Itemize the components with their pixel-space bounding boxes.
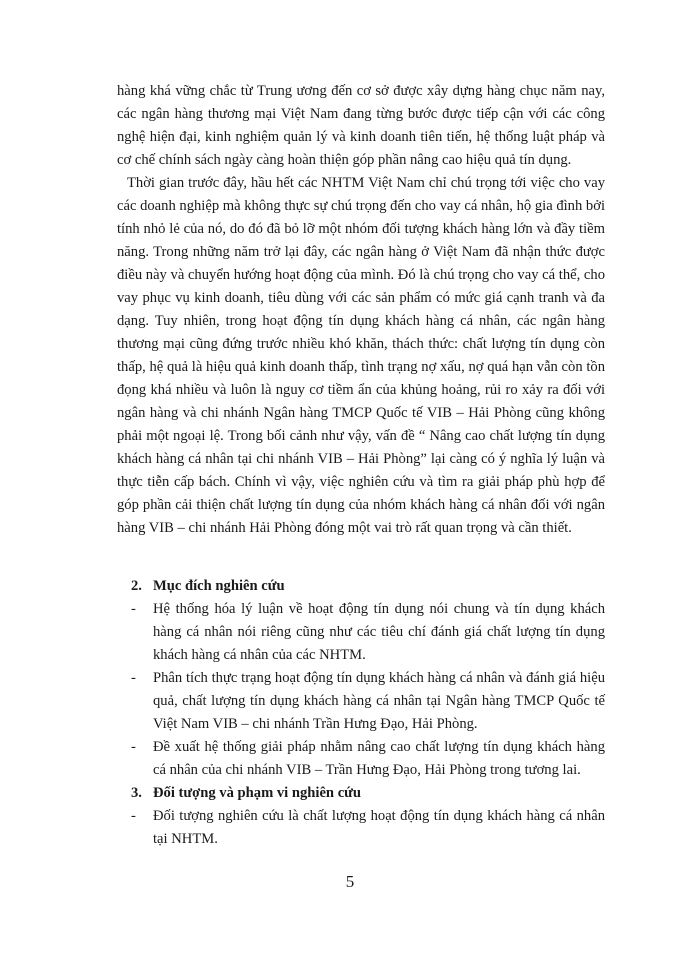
section-title: Mục đích nghiên cứu: [153, 578, 285, 594]
paragraph-continued: hàng khá vững chắc từ Trung ương đến cơ sở được xây dựng hàng chục năm nay, các ngân hàng thương mại Việt Nam đang từng bước được tiếp cận với các công nghệ hiện đại, kinh nghiệm quản lý và kinh doanh tiên tiến, hệ thống luật pháp và cơ chế chính sách ngày càng hoàn thiện góp phần nâng cao hiệu quả tín dụng.: [117, 83, 605, 168]
section-number: 3.: [131, 785, 142, 801]
list-item-text: Hệ thống hóa lý luận về hoạt động tín dụng nói chung và tín dụng khách hàng cá nhân nói riêng cũng như các tiêu chí đánh giá chất lượng tín dụng khách hàng cá nhân của các NHTM.: [153, 601, 605, 663]
bullet-marker: -: [131, 739, 136, 755]
paragraph-background: Thời gian trước đây, hầu hết các NHTM Việt Nam chỉ chú trọng tới việc cho vay các doanh nghiệp mà không thực sự chú trọng đến cho vay cá nhân, hộ gia đình bởi tính nhỏ lẻ của nó, do đó đã bỏ lỡ một nhóm đối tượng khách hàng lớn và đầy tiềm năng. Trong những năm trở lại đây, các ngân hàng ở Việt Nam đã nhận thức được điều này và chuyển hướng hoạt động của mình. Đó là chú trọng cho vay cá thể, cho vay phục vụ kinh doanh, tiêu dùng với các sản phẩm có mức giá cạnh tranh và đa dạng. Tuy nhiên, trong hoạt động tín dụng khách hàng cá nhân, các ngân hàng thương mại cũng đứng trước nhiều khó khăn, thách thức: chất lượng tín dụng còn thấp, hệ quả là hiệu quả kinh doanh thấp, tình trạng nợ xấu, nợ quá hạn vẫn còn tồn đọng khá nhiều và luôn là nguy cơ tiềm ẩn của khủng hoảng, rủi ro xảy ra đối với ngân hàng và chi nhánh Ngân hàng TMCP Quốc tế VIB – Hải Phòng cũng không phải một ngoại lệ. Trong bối cảnh như vậy, vấn đề “ Nâng cao chất lượng tín dụng khách hàng cá nhân tại chi nhánh VIB – Hải Phòng” lại càng có ý nghĩa lý luận và thực tiễn cấp bách. Chính vì vậy, việc nghiên cứu và tìm ra giải pháp phù hợp để góp phần cải thiện chất lượng tín dụng của nhóm khách hàng cá nhân đối với ngân hàng VIB – chi nhánh Hải Phòng đóng một vai trò rất quan trọng và cần thiết.: [117, 175, 605, 536]
bullet-marker: -: [131, 808, 136, 824]
section-heading-purpose: [117, 575, 605, 598]
list-item-text: Phân tích thực trạng hoạt động tín dụng khách hàng cá nhân và đánh giá hiệu quả, chất lượng tín dụng khách hàng cá nhân tại Ngân hàng TMCP Quốc tế Việt Nam VIB – chi nhánh Trần Hưng Đạo, Hải Phòng.: [153, 670, 605, 732]
bullet-marker: -: [131, 601, 136, 617]
section-heading-scope: [117, 782, 605, 805]
section-spacer: [117, 540, 605, 575]
document-body: [117, 80, 605, 851]
bullet-marker: -: [131, 670, 136, 686]
list-item-text: Đối tượng nghiên cứu là chất lượng hoạt động tín dụng khách hàng cá nhân tại NHTM.: [153, 808, 605, 847]
list-item: [117, 736, 605, 782]
list-item: [117, 805, 605, 851]
list-item-text: Đề xuất hệ thống giải pháp nhằm nâng cao chất lượng tín dụng khách hàng cá nhân của chi nhánh VIB – Trần Hưng Đạo, Hải Phòng trong tương lai.: [153, 739, 605, 778]
list-item: [117, 598, 605, 667]
list-item: [117, 667, 605, 736]
section-number: 2.: [131, 578, 142, 594]
section-title: Đối tượng và phạm vi nghiên cứu: [153, 785, 362, 801]
page-number: 5: [345, 872, 355, 891]
